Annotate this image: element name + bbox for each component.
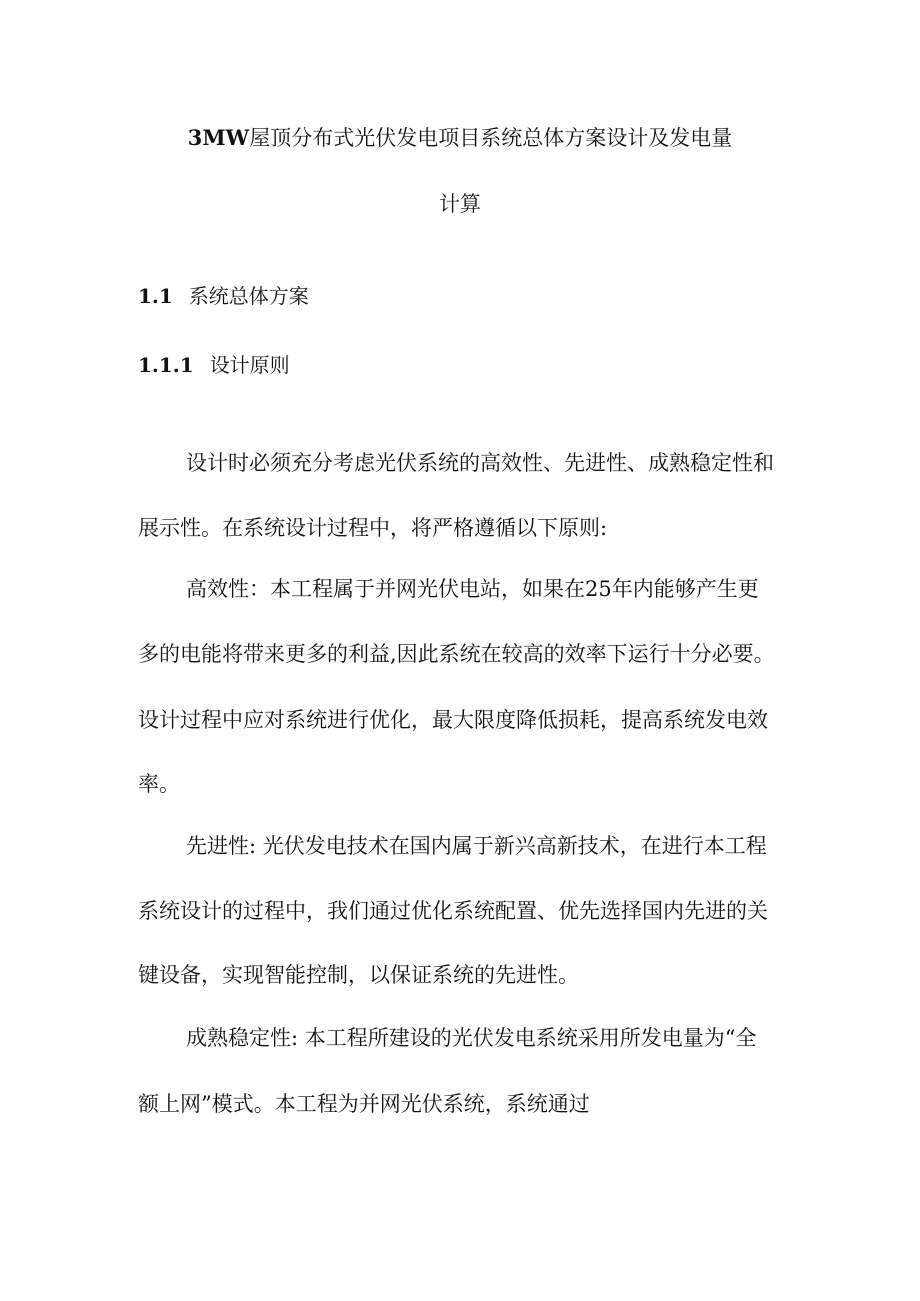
paragraph-line: 设计时必须充分考虑光伏系统的高效性、先进性、成熟稳定性和 [186,451,774,475]
paragraph-line: 高效性：本工程属于并网光伏电站，如果在25年内能够产生更 [186,577,759,601]
title-text: 屋顶分布式光伏发电项目系统总体方案设计及发电量 [249,126,733,150]
section-heading-1-1 [138,282,309,310]
paragraph-line: 成熟稳定性: 本工程所建设的光伏发电系统采用所发电量为“全 [186,1026,757,1050]
paragraph-line: 额上网”模式。本工程为并网光伏系统，系统通过 [138,1092,590,1116]
document-title-line-2 [0,190,920,218]
paragraph-line: 系统设计的过程中，我们通过优化系统配置、优先选择国内先进的关 [138,899,768,923]
subsection-title: 设计原则 [209,353,290,377]
paragraph-line: 键设备，实现智能控制，以保证系统的先进性。 [138,963,579,987]
paragraph-line: 多的电能将带来更多的利益,因此系统在较高的效率下运行十分必要。 [138,642,775,666]
paragraph-line: 设计过程中应对系统进行优化，最大限度降低损耗，提高系统发电效 [138,708,768,732]
title-text-continued: 计算 [439,192,481,216]
section-heading-1-1-1 [138,351,290,379]
title-capacity: 3MW [187,125,250,150]
paragraph-line: 展示性。在系统设计过程中，将严格遵循以下原则: [138,516,608,540]
document-title-line-1 [0,124,920,152]
paragraph-line: 先进性: 光伏发电技术在国内属于新兴高新技术，在进行本工程 [186,834,767,858]
section-title: 系统总体方案 [188,284,309,308]
paragraph-line: 率。 [138,772,180,796]
section-number: 1.1 [138,284,173,308]
subsection-number: 1.1.1 [138,353,194,377]
